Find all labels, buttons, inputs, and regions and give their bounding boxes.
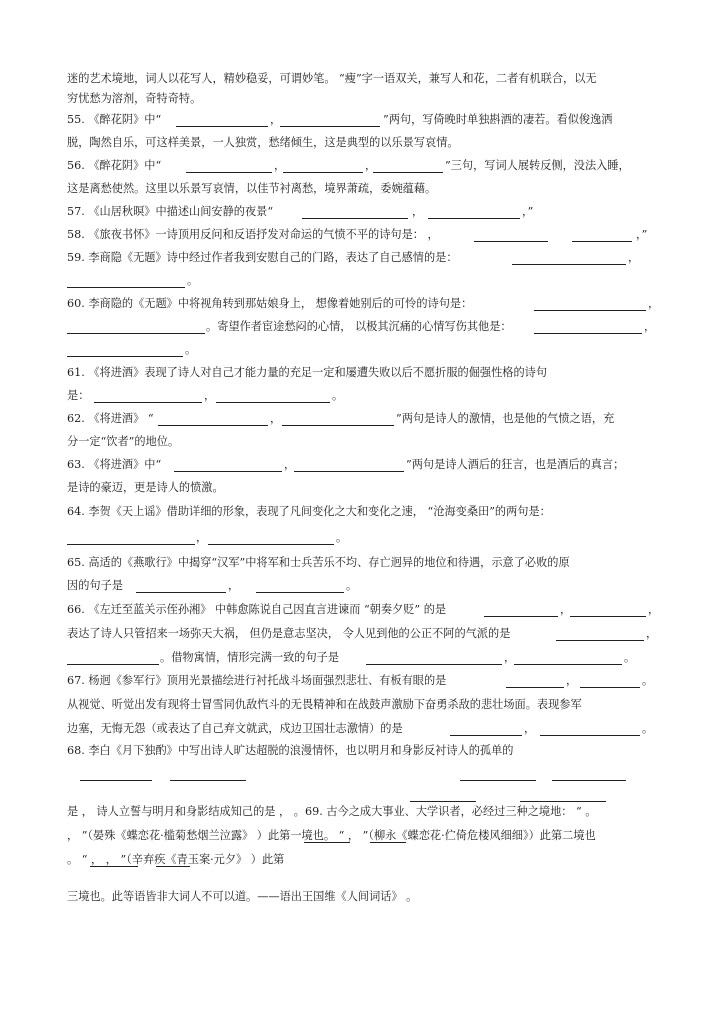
text-line: 从视觉、听觉出发有现将士冒雪同仇敌忾斗的无畏精神和在战鼓声激励下奋勇杀敌的悲壮场面。表现参军 [67, 698, 582, 711]
answer-blank[interactable] [67, 544, 195, 545]
answer-blank[interactable] [158, 425, 268, 426]
text-line: 三境也。此等语皆非大词人不可以道。——语出王国维《人间词话》 。 [67, 890, 418, 903]
text-fragment: ， [284, 458, 296, 471]
text-fragment: 。 [624, 651, 636, 664]
text-fragment: ， [270, 412, 282, 425]
answer-blank[interactable] [373, 172, 443, 173]
text-fragment: ”两句，写倚晚时单独斟酒的凄若。看似俊逸洒 [383, 113, 613, 126]
text-fragment: ， [196, 531, 208, 544]
answer-blank[interactable] [156, 866, 190, 867]
answer-blank[interactable] [580, 687, 640, 688]
question-65: 65. 高适的《燕歌行》中揭穿“汉军”中将军和士兵苦乐不均、存亡迥异的地位和待遇，示意了必败的原 [67, 556, 570, 569]
answer-blank[interactable] [282, 425, 394, 426]
question-62: 62. 《将进酒》 “ [67, 412, 154, 425]
text-line: 是诗的豪迈，更是诗人的愤激。 [67, 481, 224, 494]
answer-blank[interactable] [534, 333, 642, 334]
text-fragment: 。 [642, 674, 654, 687]
text-fragment: ， [644, 320, 656, 333]
answer-blank[interactable] [280, 126, 380, 127]
text-fragment: ， [648, 603, 660, 616]
question-64: 64. 李贺《天上谣》借助详细的形象，表现了凡间变化之大和变化之速， “沧海变桑田”的两句是： [67, 505, 551, 518]
text-fragment: ”三句，写词人展转反侧，没法入睡， [445, 159, 630, 172]
text-fragment: 。 [185, 343, 197, 356]
text-fragment: ， [560, 603, 572, 616]
answer-blank[interactable] [514, 664, 622, 665]
text-fragment: 边塞，无悔无怨（或表达了自己弃文就武，戍边卫国壮志激情）的是 [67, 722, 403, 735]
answer-blank[interactable] [534, 310, 646, 311]
answer-blank[interactable] [67, 664, 159, 665]
answer-blank[interactable] [294, 471, 404, 472]
answer-blank[interactable] [176, 126, 268, 127]
answer-blank[interactable] [67, 333, 205, 334]
answer-blank[interactable] [570, 616, 646, 617]
text-line: 这是离愁使然。这里以乐景写哀情，以佳节衬离愁，境界萧疏，委婉蕴藉。 [67, 182, 437, 195]
text-line: 分一定“饮者”的地位。 [67, 435, 180, 448]
text-fragment: 是： [67, 389, 90, 402]
text-fragment: ， [412, 205, 424, 218]
text-fragment: 。寄望作者宦途愁闷的心情， 以极其沉痛的心情写伤其他是： [206, 320, 512, 333]
question-59: 59. 李商隐《无题》诗中经过作者我到安慰自己的门路，表达了自己感情的是： [67, 251, 458, 264]
answer-blank[interactable] [174, 471, 282, 472]
answer-blank[interactable] [410, 801, 476, 802]
text-fragment: ， [204, 389, 216, 402]
text-fragment: ”两句是诗人酒后的狂言，也是酒后的真言； [406, 458, 625, 471]
answer-blank[interactable] [67, 356, 183, 357]
text-fragment: ， [270, 113, 282, 126]
answer-blank[interactable] [460, 780, 536, 781]
answer-blank[interactable] [304, 842, 350, 843]
text-line: 。 “ ， ， ”（辛弃疾《青玉案·元夕》 ）此第 [67, 853, 285, 866]
answer-blank[interactable] [136, 592, 226, 593]
text-fragment: ， [524, 722, 536, 735]
text-fragment: 。借物寓情，情形完满一致的句子是 [160, 651, 340, 664]
answer-blank[interactable] [540, 735, 640, 736]
answer-blank[interactable] [80, 780, 152, 781]
text-fragment: ， [274, 159, 286, 172]
text-line: ， ”（晏殊《蝶恋花·槛菊愁烟兰泣露》 ）此第一境也。 “ ， ”（柳永《蝶恋花·伫倚危楼风细细》）此第二境也 [67, 829, 596, 842]
answer-blank[interactable] [94, 402, 202, 403]
text-fragment: ，” [522, 205, 534, 218]
text-fragment: ， [628, 251, 640, 264]
text-fragment: ， [504, 651, 516, 664]
answer-blank[interactable] [552, 780, 626, 781]
answer-blank[interactable] [506, 687, 564, 688]
answer-blank[interactable] [572, 241, 632, 242]
answer-blank[interactable] [90, 866, 138, 867]
answer-blank[interactable] [428, 218, 520, 219]
question-60: 60. 李商隐的《无题》中将视角转到那姑娘身上， 想像着她别后的可怜的诗句是： [67, 297, 473, 310]
text-fragment: 。 [336, 531, 348, 544]
question-68: 68. 李白《月下独酌》中写出诗人旷达超脱的浪漫情怀，也以明月和身影反衬诗人的孤单的 [67, 744, 514, 757]
text-fragment: ， [228, 579, 240, 592]
text-fragment: 。 [346, 579, 358, 592]
text-fragment: ， [365, 159, 377, 172]
text-fragment: ， [648, 297, 660, 310]
answer-blank[interactable] [302, 218, 408, 219]
answer-blank[interactable] [512, 264, 626, 265]
answer-blank[interactable] [450, 735, 522, 736]
answer-blank[interactable] [186, 172, 272, 173]
text-fragment: ，” [636, 228, 648, 241]
answer-blank[interactable] [283, 172, 363, 173]
question-63: 63. 《将进酒》中“ [67, 458, 162, 471]
question-67: 67. 杨迥《参军行》顶用光景描绘进行衬托战斗场面强烈悲壮、有板有眼的是 [67, 674, 447, 687]
answer-blank[interactable] [208, 544, 334, 545]
text-line: 穷忧愁为溶剂，奇特奇特。 [67, 92, 202, 105]
question-55: 55. 《醉花阴》中“ [67, 113, 162, 126]
text-fragment: 。 [642, 722, 654, 735]
text-fragment: 。 [332, 389, 344, 402]
text-line: 表达了诗人只管招来一场弥天大祸， 但仍是意志坚决， 令人见到他的公正不阿的气派的是 [67, 627, 511, 640]
text-line: 脱，陶然自乐，可这样美景，一人独赏，愁绪倾生，这是典型的以乐景写哀情。 [67, 136, 459, 149]
answer-blank[interactable] [556, 640, 644, 641]
answer-blank[interactable] [256, 592, 344, 593]
question-58: 58. 《旅夜书怀》一诗顶用反问和反语抒发对命运的气愤不平的诗句是： ， [67, 228, 439, 241]
question-66: 66. 《左迁至蓝关示侄孙湘》 中韩愈陈说自己因直言进谏而 “朝奏夕贬” 的是 [67, 603, 447, 616]
answer-blank[interactable] [520, 801, 606, 802]
question-56: 56. 《醉花阴》中“ [67, 159, 162, 172]
question-57: 57. 《山居秋暝》中描述山间安静的夜景“ [67, 205, 274, 218]
answer-blank[interactable] [474, 241, 548, 242]
question-69: 是 ， 诗人立誓与明月和身影结成知己的是 ， 。69. 古今之成大事业、大学识者，必经过三种之境地： “ 。 [67, 805, 597, 818]
answer-blank[interactable] [67, 287, 185, 288]
text-fragment: 因的句子是 [67, 579, 123, 592]
answer-blank[interactable] [170, 780, 246, 781]
text-line: 迷的艺术境地，词人以花写人，精妙稳妥，可谓妙笔。 “瘦”字一语双关，兼写人和花，二者有机联合，以无 [67, 72, 597, 85]
answer-blank[interactable] [366, 664, 502, 665]
answer-blank[interactable] [484, 616, 558, 617]
text-fragment: ”两句是诗人的激情，也是他的气愤之语，充 [396, 412, 615, 425]
text-fragment: 。 [187, 274, 199, 287]
text-fragment: ， [566, 674, 578, 687]
text-fragment: ， [646, 627, 658, 640]
question-61: 61. 《将进酒》表现了诗人对自己才能力量的充足一定和屡遭失败以后不愿折服的倔强性格的诗句 [67, 366, 548, 379]
answer-blank[interactable] [216, 402, 330, 403]
answer-blank[interactable] [370, 842, 406, 843]
